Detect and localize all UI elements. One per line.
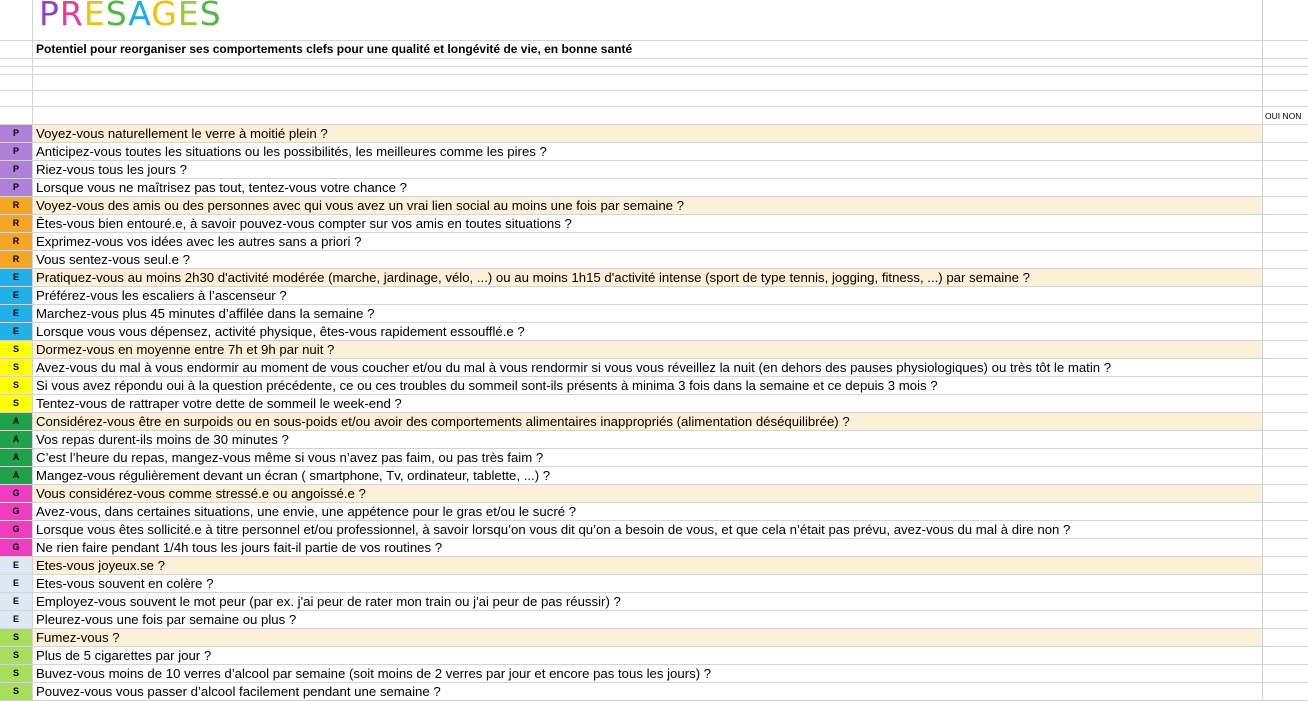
category-letter: S [12, 344, 19, 354]
answer-cell[interactable] [1263, 233, 1308, 250]
category-letter: S [12, 380, 19, 390]
cell-c[interactable] [1263, 41, 1308, 58]
question-cell[interactable] [33, 467, 1263, 484]
question-row [0, 179, 1308, 197]
answer-cell[interactable] [1263, 125, 1308, 142]
question-row [0, 341, 1308, 359]
category-cell[interactable] [0, 665, 33, 682]
question-row [0, 395, 1308, 413]
question-text: Voyez-vous naturellement le verre à moitié plein ? [36, 126, 328, 141]
question-cell[interactable] [33, 647, 1263, 664]
cell-a[interactable] [0, 107, 33, 124]
answer-cell[interactable] [1263, 611, 1308, 628]
category-cell[interactable] [0, 287, 33, 304]
question-row [0, 287, 1308, 305]
question-row [0, 449, 1308, 467]
category-cell[interactable] [0, 647, 33, 664]
question-text: Fumez-vous ? [36, 630, 120, 645]
category-cell[interactable] [0, 179, 33, 196]
category-cell[interactable] [0, 629, 33, 646]
answer-cell[interactable] [1263, 683, 1308, 700]
question-text: Exprimez-vous vos idées avec les autres sans a priori ? [36, 234, 362, 249]
question-cell[interactable] [33, 539, 1263, 556]
question-text: Tentez-vous de rattraper votre dette de sommeil le week-end ? [36, 396, 402, 411]
category-cell[interactable] [0, 251, 33, 268]
cell-c[interactable] [1263, 59, 1308, 66]
logo-letter: S [105, 0, 129, 33]
answer-header: OUI NON [1265, 111, 1302, 121]
empty-row [0, 91, 1308, 107]
question-text: Ne rien faire pendant 1/4h tous les jours fait-il partie de vos routines ? [36, 540, 443, 555]
question-text: Vous sentez-vous seul.e ? [36, 252, 190, 267]
question-row [0, 305, 1308, 323]
question-cell[interactable] [33, 143, 1263, 160]
category-cell[interactable] [0, 215, 33, 232]
answer-cell[interactable] [1263, 269, 1308, 286]
question-text: Employez-vous souvent le mot peur (par ex. j'ai peur de rater mon train ou j'ai peur de pas réussir) ? [36, 594, 621, 609]
answer-cell[interactable] [1263, 467, 1308, 484]
cell-a[interactable] [0, 75, 33, 90]
question-row [0, 431, 1308, 449]
category-cell[interactable] [0, 485, 33, 502]
empty-row [0, 75, 1308, 91]
answer-cell[interactable] [1263, 395, 1308, 412]
category-letter: S [12, 668, 19, 678]
question-text: Anticipez-vous toutes les situations ou les possibilités, les meilleures comme les pires ? [36, 144, 547, 159]
question-text: Voyez-vous des amis ou des personnes avec qui vous avez un vrai lien social au moins une fois par semaine ? [36, 198, 685, 213]
answer-cell[interactable] [1263, 215, 1308, 232]
question-row [0, 593, 1308, 611]
category-letter: S [12, 362, 19, 372]
cell-b[interactable] [33, 0, 1263, 40]
question-text: Avez-vous du mal à vous endormir au moment de vous coucher et/ou du mal à vous rendormir si vous vous réveillez la nuit (en dehors des pauses physiologiques) ou très tôt le matin ? [36, 360, 1112, 375]
question-row [0, 215, 1308, 233]
category-letter: S [12, 632, 19, 642]
question-text: Etes-vous souvent en colère ? [36, 576, 214, 591]
question-cell[interactable] [33, 341, 1263, 358]
question-row [0, 197, 1308, 215]
category-letter: P [12, 128, 19, 138]
question-text: Considérez-vous être en surpoids ou en sous-poids et/ou avoir des comportements alimentaires inappropriés (alimentation déséquilibrée) ? [36, 414, 850, 429]
question-text: Vos repas durent-ils moins de 30 minutes ? [36, 432, 289, 447]
category-letter: S [12, 398, 19, 408]
logo-letter: R [59, 0, 84, 33]
category-letter: E [12, 578, 19, 588]
category-letter: E [12, 290, 19, 300]
question-cell[interactable] [33, 161, 1263, 178]
answer-cell[interactable] [1263, 287, 1308, 304]
cell-c[interactable] [1263, 75, 1308, 90]
category-cell[interactable] [0, 521, 33, 538]
answer-cell[interactable] [1263, 629, 1308, 646]
question-cell[interactable] [33, 125, 1263, 142]
question-cell[interactable] [33, 557, 1263, 574]
question-row [0, 665, 1308, 683]
question-cell[interactable] [33, 593, 1263, 610]
cell-c[interactable] [1263, 0, 1308, 40]
question-cell[interactable] [33, 251, 1263, 268]
question-row [0, 359, 1308, 377]
question-row [0, 467, 1308, 485]
answer-cell[interactable] [1263, 539, 1308, 556]
category-cell[interactable] [0, 143, 33, 160]
question-text: Riez-vous tous les jours ? [36, 162, 187, 177]
question-cell[interactable] [33, 179, 1263, 196]
logo-letter: E [83, 0, 106, 33]
category-cell[interactable] [0, 683, 33, 700]
question-cell[interactable] [33, 233, 1263, 250]
category-letter: A [12, 434, 20, 444]
question-cell[interactable] [33, 359, 1263, 376]
category-letter: G [12, 524, 20, 534]
category-cell[interactable] [0, 341, 33, 358]
category-letter: P [12, 164, 19, 174]
question-cell[interactable] [33, 377, 1263, 394]
logo-letter: S [199, 0, 222, 33]
question-row [0, 683, 1308, 701]
question-row [0, 647, 1308, 665]
category-letter: A [12, 416, 20, 426]
cell-c[interactable] [1263, 91, 1308, 106]
question-text: Marchez-vous plus 45 minutes d’affilée dans la semaine ? [36, 306, 375, 321]
answer-cell[interactable] [1263, 197, 1308, 214]
category-cell[interactable] [0, 449, 33, 466]
category-letter: R [12, 218, 20, 228]
category-letter: E [12, 308, 19, 318]
answer-cell[interactable] [1263, 575, 1308, 592]
question-text: Vous considérez-vous comme stressé.e ou angoissé.e ? [36, 486, 366, 501]
cell-b[interactable] [33, 107, 1263, 124]
question-cell[interactable] [33, 449, 1263, 466]
question-cell[interactable] [33, 611, 1263, 628]
question-row [0, 143, 1308, 161]
cell-b[interactable] [33, 91, 1263, 106]
question-text: Préférez-vous les escaliers à l’ascenseur ? [36, 288, 287, 303]
question-cell[interactable] [33, 485, 1263, 502]
category-letter: S [12, 650, 19, 660]
category-letter: G [12, 506, 20, 516]
category-cell[interactable] [0, 593, 33, 610]
answer-cell[interactable] [1263, 449, 1308, 466]
category-cell[interactable] [0, 413, 33, 430]
category-cell[interactable] [0, 575, 33, 592]
category-letter: A [12, 470, 20, 480]
question-text: Mangez-vous régulièrement devant un écran ( smartphone, Tv, ordinateur, tablette, ...) ? [36, 468, 551, 483]
logo-letter: A [128, 0, 152, 33]
question-cell[interactable] [33, 269, 1263, 286]
question-row [0, 269, 1308, 287]
category-cell[interactable] [0, 233, 33, 250]
question-text: Pleurez-vous une fois par semaine ou plus ? [36, 612, 297, 627]
category-letter: G [12, 488, 20, 498]
cell-c[interactable] [1263, 67, 1308, 74]
answer-cell[interactable] [1263, 647, 1308, 664]
question-text: Pratiquez-vous au moins 2h30 d'activité modérée (marche, jardinage, vélo, ...) ou au moins 1h15 d'activité intense (sport de type tennis, jogging, fitness, ...) par semaine ? [36, 270, 1030, 285]
answer-cell[interactable] [1263, 485, 1308, 502]
cell-a[interactable] [0, 41, 33, 58]
question-text: Êtes-vous bien entouré.e, à savoir pouvez-vous compter sur vos amis en toutes situations ? [36, 216, 572, 231]
question-cell[interactable] [33, 323, 1263, 340]
category-letter: R [12, 236, 20, 246]
answer-cell[interactable] [1263, 665, 1308, 682]
question-cell[interactable] [33, 197, 1263, 214]
cell-b[interactable] [33, 41, 1263, 58]
question-text: Etes-vous joyeux.se ? [36, 558, 166, 573]
answer-cell[interactable] [1263, 161, 1308, 178]
question-text: Buvez-vous moins de 10 verres d’alcool par semaine (soit moins de 2 verres par jour et encore pas tous les jours) ? [36, 666, 712, 681]
category-cell[interactable] [0, 539, 33, 556]
question-text: Lorsque vous ne maîtrisez pas tout, tentez-vous votre chance ? [36, 180, 407, 195]
empty-row [0, 59, 1308, 67]
category-letter: P [12, 146, 19, 156]
answer-cell[interactable] [1263, 359, 1308, 376]
question-cell[interactable] [33, 665, 1263, 682]
category-cell[interactable] [0, 323, 33, 340]
category-cell[interactable] [0, 611, 33, 628]
category-letter: A [12, 452, 20, 462]
question-cell[interactable] [33, 305, 1263, 322]
category-cell[interactable] [0, 377, 33, 394]
answer-cell[interactable] [1263, 503, 1308, 520]
question-row [0, 557, 1308, 575]
answer-cell[interactable] [1263, 413, 1308, 430]
category-letter: P [12, 182, 19, 192]
question-row [0, 503, 1308, 521]
cell-a[interactable] [0, 0, 33, 40]
cell-b[interactable] [33, 67, 1263, 74]
answer-cell[interactable] [1263, 521, 1308, 538]
question-text: Avez-vous, dans certaines situations, une envie, une appétence pour le gras et/ou le sucré ? [36, 504, 577, 519]
category-cell[interactable] [0, 305, 33, 322]
category-cell[interactable] [0, 161, 33, 178]
category-cell[interactable] [0, 467, 33, 484]
question-row [0, 323, 1308, 341]
cell-a[interactable] [0, 59, 33, 66]
question-row [0, 611, 1308, 629]
question-row [0, 233, 1308, 251]
question-row [0, 575, 1308, 593]
answer-cell[interactable] [1263, 593, 1308, 610]
category-letter: E [12, 272, 19, 282]
presages-logo [39, 0, 222, 33]
question-row [0, 125, 1308, 143]
category-cell[interactable] [0, 125, 33, 142]
cell-a[interactable] [0, 91, 33, 106]
cell-b[interactable] [33, 75, 1263, 90]
category-letter: E [12, 326, 19, 336]
question-text: Plus de 5 cigarettes par jour ? [36, 648, 212, 663]
category-letter: S [12, 686, 19, 696]
question-cell[interactable] [33, 629, 1263, 646]
answer-cell[interactable] [1263, 251, 1308, 268]
cell-b[interactable] [33, 59, 1263, 66]
question-text: Pouvez-vous vous passer d’alcool facilement pendant une semaine ? [36, 684, 441, 699]
answer-cell[interactable] [1263, 179, 1308, 196]
question-row [0, 161, 1308, 179]
category-letter: R [12, 200, 20, 210]
answer-cell[interactable] [1263, 341, 1308, 358]
subtitle-row [0, 41, 1308, 59]
category-letter: E [12, 614, 19, 624]
category-cell[interactable] [0, 557, 33, 574]
category-cell[interactable] [0, 395, 33, 412]
category-cell[interactable] [0, 197, 33, 214]
answer-cell[interactable] [1263, 305, 1308, 322]
question-row [0, 413, 1308, 431]
question-cell[interactable] [33, 287, 1263, 304]
question-cell[interactable] [33, 575, 1263, 592]
category-cell[interactable] [0, 359, 33, 376]
question-cell[interactable] [33, 503, 1263, 520]
cell-a[interactable] [0, 67, 33, 74]
question-cell[interactable] [33, 215, 1263, 232]
category-letter: E [12, 596, 19, 606]
question-row [0, 485, 1308, 503]
question-row [0, 629, 1308, 647]
empty-row [0, 67, 1308, 75]
answer-cell[interactable] [1263, 143, 1308, 160]
category-letter: R [12, 254, 20, 264]
category-letter: G [12, 542, 20, 552]
question-cell[interactable] [33, 683, 1263, 700]
question-cell[interactable] [33, 521, 1263, 538]
question-text: Lorsque vous vous dépensez, activité physique, êtes-vous rapidement essoufflé.e ? [36, 324, 525, 339]
answer-cell[interactable] [1263, 377, 1308, 394]
question-text: C’est l’heure du repas, mangez-vous même si vous n’avez pas faim, ou pas très faim ? [36, 450, 544, 465]
cell-c[interactable] [1263, 107, 1308, 124]
category-cell[interactable] [0, 503, 33, 520]
question-text: Dormez-vous en moyenne entre 7h et 9h par nuit ? [36, 342, 335, 357]
logo-letter: G [151, 0, 178, 33]
answer-cell[interactable] [1263, 323, 1308, 340]
answer-cell[interactable] [1263, 431, 1308, 448]
logo-row [0, 0, 1308, 41]
subtitle: Potentiel pour reorganiser ses comportements clefs pour une qualité et longévité de vie, en bonne santé [36, 42, 633, 56]
category-letter: E [12, 560, 19, 570]
question-row [0, 377, 1308, 395]
logo-letter: E [177, 0, 200, 33]
question-row [0, 539, 1308, 557]
category-cell[interactable] [0, 269, 33, 286]
question-text: Lorsque vous êtes sollicité.e à titre personnel et/ou professionnel, à savoir lorsqu’on vous dit qu’on a besoin de vous, et que cela n’était pas prévu, avez-vous du mal à dire non ? [36, 522, 1071, 537]
answer-cell[interactable] [1263, 557, 1308, 574]
question-cell[interactable] [33, 431, 1263, 448]
category-cell[interactable] [0, 431, 33, 448]
question-text: Si vous avez répondu oui à la question précédente, ce ou ces troubles du sommeil sont-ils présents à minima 3 fois dans la semaine et ce depuis 3 mois ? [36, 378, 938, 393]
question-row [0, 251, 1308, 269]
question-row [0, 521, 1308, 539]
question-cell[interactable] [33, 413, 1263, 430]
logo-letter: P [39, 0, 60, 33]
answer-header-row [0, 107, 1308, 125]
question-cell[interactable] [33, 395, 1263, 412]
